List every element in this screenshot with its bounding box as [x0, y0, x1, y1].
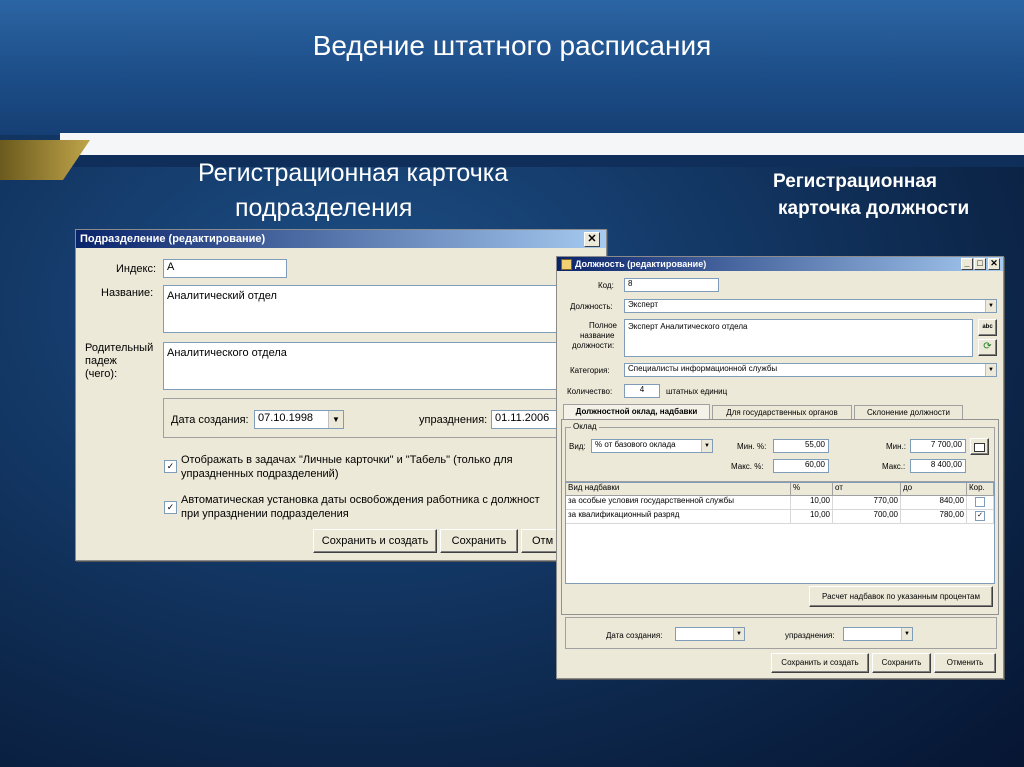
position-window-titlebar — [557, 257, 1003, 271]
min-amount-input[interactable]: 7 700,00 — [910, 439, 966, 453]
minimize-icon[interactable]: _ — [961, 258, 973, 270]
pos-abolished-label: упразднения: — [785, 631, 835, 640]
salary-group-label: Оклад — [573, 422, 597, 431]
slide-title: Ведение штатного расписания — [312, 30, 712, 61]
created-date-value: 07.10.1998 — [258, 412, 314, 424]
position-value: Эксперт — [628, 300, 659, 309]
auto-release-date-checkbox[interactable]: ✓ — [164, 501, 177, 514]
table-cell — [967, 496, 994, 510]
table-cell[interactable]: 10,00 — [791, 496, 833, 510]
min-pct-label: Мин. %: — [737, 442, 767, 451]
parent-case-label-2: падеж — [85, 355, 117, 367]
decor-band-gold — [0, 140, 90, 180]
name-input[interactable]: Аналитический отдел — [163, 285, 606, 333]
pos-save-button[interactable]: Сохранить — [872, 653, 931, 673]
max-amount-label: Макс.: — [882, 462, 906, 471]
created-date-field[interactable] — [254, 410, 344, 429]
calculate-allowances-button[interactable]: Расчет надбавок по указанным процентам — [809, 586, 993, 607]
chevron-down-icon[interactable]: ▼ — [985, 300, 996, 312]
name-label: Название: — [101, 287, 154, 299]
salary-group — [565, 427, 995, 482]
chevron-down-icon[interactable]: ▼ — [985, 364, 996, 376]
abolished-date-field[interactable]: 01.11.2006 — [491, 410, 606, 429]
maximize-icon[interactable]: □ — [974, 258, 986, 270]
refresh-icon[interactable]: ⟳ — [978, 339, 997, 356]
department-window-titlebar — [76, 230, 606, 248]
calculator-icon[interactable] — [970, 438, 989, 455]
pos-created-select[interactable] — [675, 627, 745, 641]
column-header[interactable]: Вид надбавки — [566, 483, 791, 496]
correction-checkbox[interactable] — [975, 497, 985, 507]
table-cell[interactable]: 10,00 — [791, 510, 833, 524]
auto-release-label-2: при упразднении подразделения — [181, 508, 349, 520]
position-window-title: Должность (редактирование) — [575, 259, 707, 269]
save-button[interactable]: Сохранить — [440, 529, 518, 553]
position-select[interactable] — [624, 299, 997, 313]
category-label: Категория: — [570, 366, 610, 375]
created-date-label: Дата создания: — [171, 414, 249, 426]
show-in-tasks-label-1: Отображать в задачах "Личные карточки" и "Табель" (только для — [181, 454, 513, 466]
table-cell[interactable]: 700,00 — [833, 510, 901, 524]
show-in-tasks-checkbox[interactable]: ✓ — [164, 460, 177, 473]
max-pct-label: Макс. %: — [731, 462, 764, 471]
close-icon[interactable]: ✕ — [988, 258, 1000, 270]
document-icon — [561, 259, 572, 270]
table-cell[interactable]: 840,00 — [901, 496, 967, 510]
min-amount-label: Мин.: — [886, 442, 906, 451]
quantity-label: Количество: — [567, 387, 613, 396]
table-cell[interactable]: за особые условия государственной службы — [566, 496, 791, 510]
fullname-label-2: название — [580, 331, 615, 340]
correction-checkbox[interactable]: ✓ — [975, 511, 985, 521]
parent-case-label-3: (чего): — [85, 368, 118, 380]
chevron-down-icon[interactable]: ▼ — [901, 628, 912, 640]
tab-salary[interactable]: Должностной оклад, надбавки — [563, 404, 710, 419]
table-cell[interactable]: за квалификационный разряд — [566, 510, 791, 524]
department-edit-window — [75, 229, 607, 561]
left-heading-line1: Регистрационная карточка — [198, 159, 509, 187]
table-cell[interactable]: 780,00 — [901, 510, 967, 524]
kind-select[interactable] — [591, 439, 713, 453]
kind-value: % от базового оклада — [595, 440, 676, 449]
code-label: Код: — [598, 281, 614, 290]
column-header[interactable]: Кор. — [967, 483, 994, 496]
table-cell — [967, 510, 994, 524]
position-edit-window — [556, 256, 1004, 679]
department-window-title: Подразделение (редактирование) — [80, 233, 266, 245]
calculator-glyph — [974, 443, 985, 452]
tab-declension[interactable]: Склонение должности — [854, 405, 963, 419]
pos-cancel-button[interactable]: Отменить — [934, 653, 996, 673]
close-icon[interactable]: ✕ — [584, 232, 600, 247]
chevron-down-icon[interactable]: ▼ — [328, 411, 343, 428]
parent-case-label-1: Родительный — [85, 342, 154, 354]
pos-created-label: Дата создания: — [606, 631, 663, 640]
abolished-date-label: упразднения: — [419, 414, 488, 426]
save-and-create-button[interactable]: Сохранить и создать — [313, 529, 437, 553]
parent-case-input[interactable]: Аналитического отдела — [163, 342, 606, 390]
spellcheck-icon[interactable]: abc — [978, 319, 997, 336]
decor-band-white — [60, 133, 1024, 155]
pos-save-and-create-button[interactable]: Сохранить и создать — [771, 653, 869, 673]
column-header[interactable]: до — [901, 483, 967, 496]
cancel-button[interactable]: Отм — [521, 529, 606, 553]
left-heading-line2: подразделения — [235, 194, 413, 222]
show-in-tasks-label-2: упраздненных подразделений) — [181, 468, 339, 480]
quantity-unit: штатных единиц — [666, 387, 728, 396]
index-input[interactable]: А — [163, 259, 287, 278]
position-label: Должность: — [570, 302, 613, 311]
pos-abolished-select[interactable] — [843, 627, 913, 641]
chevron-down-icon[interactable]: ▼ — [701, 440, 712, 452]
index-label: Индекс: — [116, 263, 157, 275]
category-select[interactable] — [624, 363, 997, 377]
tab-government[interactable]: Для государственных органов — [712, 405, 852, 419]
right-heading-line1: Регистрационная — [773, 171, 937, 192]
slide-header-background — [0, 0, 1024, 135]
min-pct-input[interactable]: 55,00 — [773, 439, 829, 453]
allowances-table — [565, 482, 995, 584]
max-amount-input[interactable]: 8 400,00 — [910, 459, 966, 473]
fullname-input[interactable]: Эксперт Аналитического отдела — [624, 319, 973, 357]
code-input[interactable]: 8 — [624, 278, 719, 292]
column-header[interactable]: % — [791, 483, 833, 496]
auto-release-label-1: Автоматическая установка даты освобождения работника с должност — [181, 494, 540, 506]
column-header[interactable]: от — [833, 483, 901, 496]
max-pct-input[interactable]: 60,00 — [773, 459, 829, 473]
chevron-down-icon[interactable]: ▼ — [733, 628, 744, 640]
category-value: Специалисты информационной службы — [628, 364, 778, 373]
fullname-label-3: должности: — [572, 341, 615, 350]
table-cell[interactable]: 770,00 — [833, 496, 901, 510]
quantity-input[interactable]: 4 — [624, 384, 660, 398]
kind-label: Вид: — [569, 442, 586, 451]
fullname-label-1: Полное — [589, 321, 618, 330]
right-heading-line2: карточка должности — [778, 198, 970, 219]
